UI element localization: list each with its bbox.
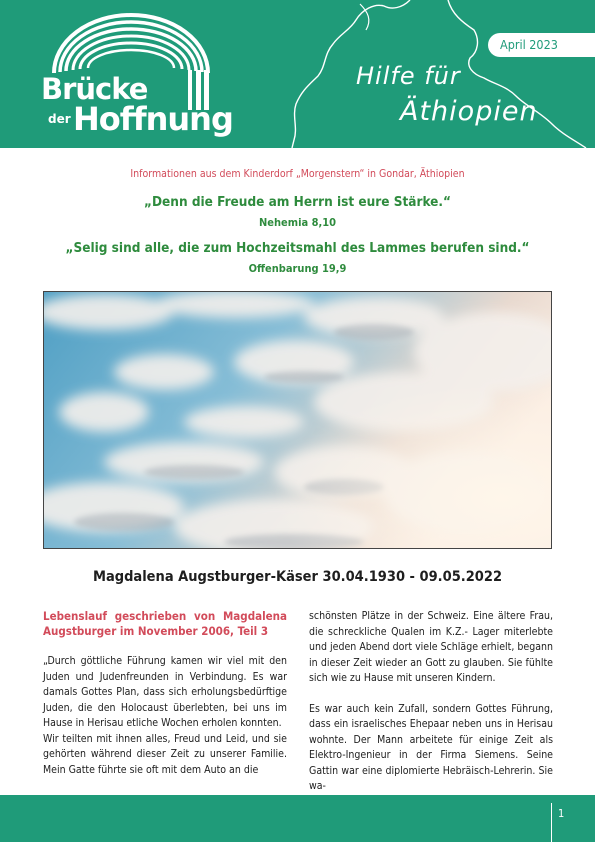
paragraph: „Durch göttliche Führung kamen wir viel mit den Juden und Judenfreunden in Verbindung. Es war damals Gottes Plan, dass sich erholungsbedürftige Juden, die den Holocaust überlebten, bei uns im Hause in Herisau etliche Wochen erholen konnten. bbox=[43, 655, 287, 729]
article-title: Magdalena Augstburger-Käser 30.04.1930 - 09.05.2022 bbox=[92, 569, 503, 585]
logo-word-der: der bbox=[48, 112, 71, 126]
header-band bbox=[0, 0, 595, 148]
info-line: Informationen aus dem Kinderdorf „Morgenstern“ in Gondar, Äthiopien bbox=[130, 168, 465, 180]
verse-1-text: „Denn die Freude am Herrn ist eure Stärke.“ bbox=[143, 194, 452, 210]
logo-word-hoffnung: Hoffnung bbox=[73, 100, 233, 138]
paragraph: schönsten Plätze in der Schweiz. Eine ältere Frau, die schreckliche Qualen im K.Z.- Lager miterlebte und jeden Abend dort viele Schläge erhielt, begann in dieser Zeit wieder an Gott zu glauben. Sie fühlte sich wie zu Hause mit unseren Kindern. bbox=[309, 610, 553, 684]
verse-2-text: „Selig sind alle, die zum Hochzeitsmahl des Lammes berufen sind.“ bbox=[65, 240, 530, 256]
footer-band bbox=[0, 795, 595, 842]
sky-clouds-photo bbox=[43, 291, 552, 549]
footer-divider bbox=[551, 803, 552, 842]
article-column-left bbox=[43, 609, 287, 793]
issue-date: April 2023 bbox=[500, 37, 558, 52]
article-subheading: Lebenslauf geschrieben von Magdalena Augstburger im November 2006, Teil 3 bbox=[43, 609, 287, 638]
verse-2-reference: Offenbarung 19,9 bbox=[248, 262, 347, 275]
header-tagline: Hilfe für bbox=[356, 62, 461, 90]
paragraph: Wir teilten mit ihnen alles, Freud und Leid, und sie gehörten während dieser Zeit zu unserer Familie. Mein Gatte führte sie oft mit dem Auto an die bbox=[43, 732, 287, 776]
page-number: 1 bbox=[558, 807, 565, 820]
article-column-right bbox=[309, 609, 553, 810]
header-country: Äthiopien bbox=[400, 96, 538, 127]
verse-1-reference: Nehemia 8,10 bbox=[259, 216, 336, 229]
paragraph: Es war auch kein Zufall, sondern Gottes Führung, dass ein israelisches Ehepaar neben uns in Herisau wohnte. Der Mann arbeitete für einige Zeit als Elektro-Ingenieur in der Firma Siemens. Seine Gattin war eine diplomierte Hebräisch-Lehrerin. Sie wa- bbox=[309, 702, 553, 792]
logo-word-bruecke: Brücke bbox=[41, 72, 148, 106]
